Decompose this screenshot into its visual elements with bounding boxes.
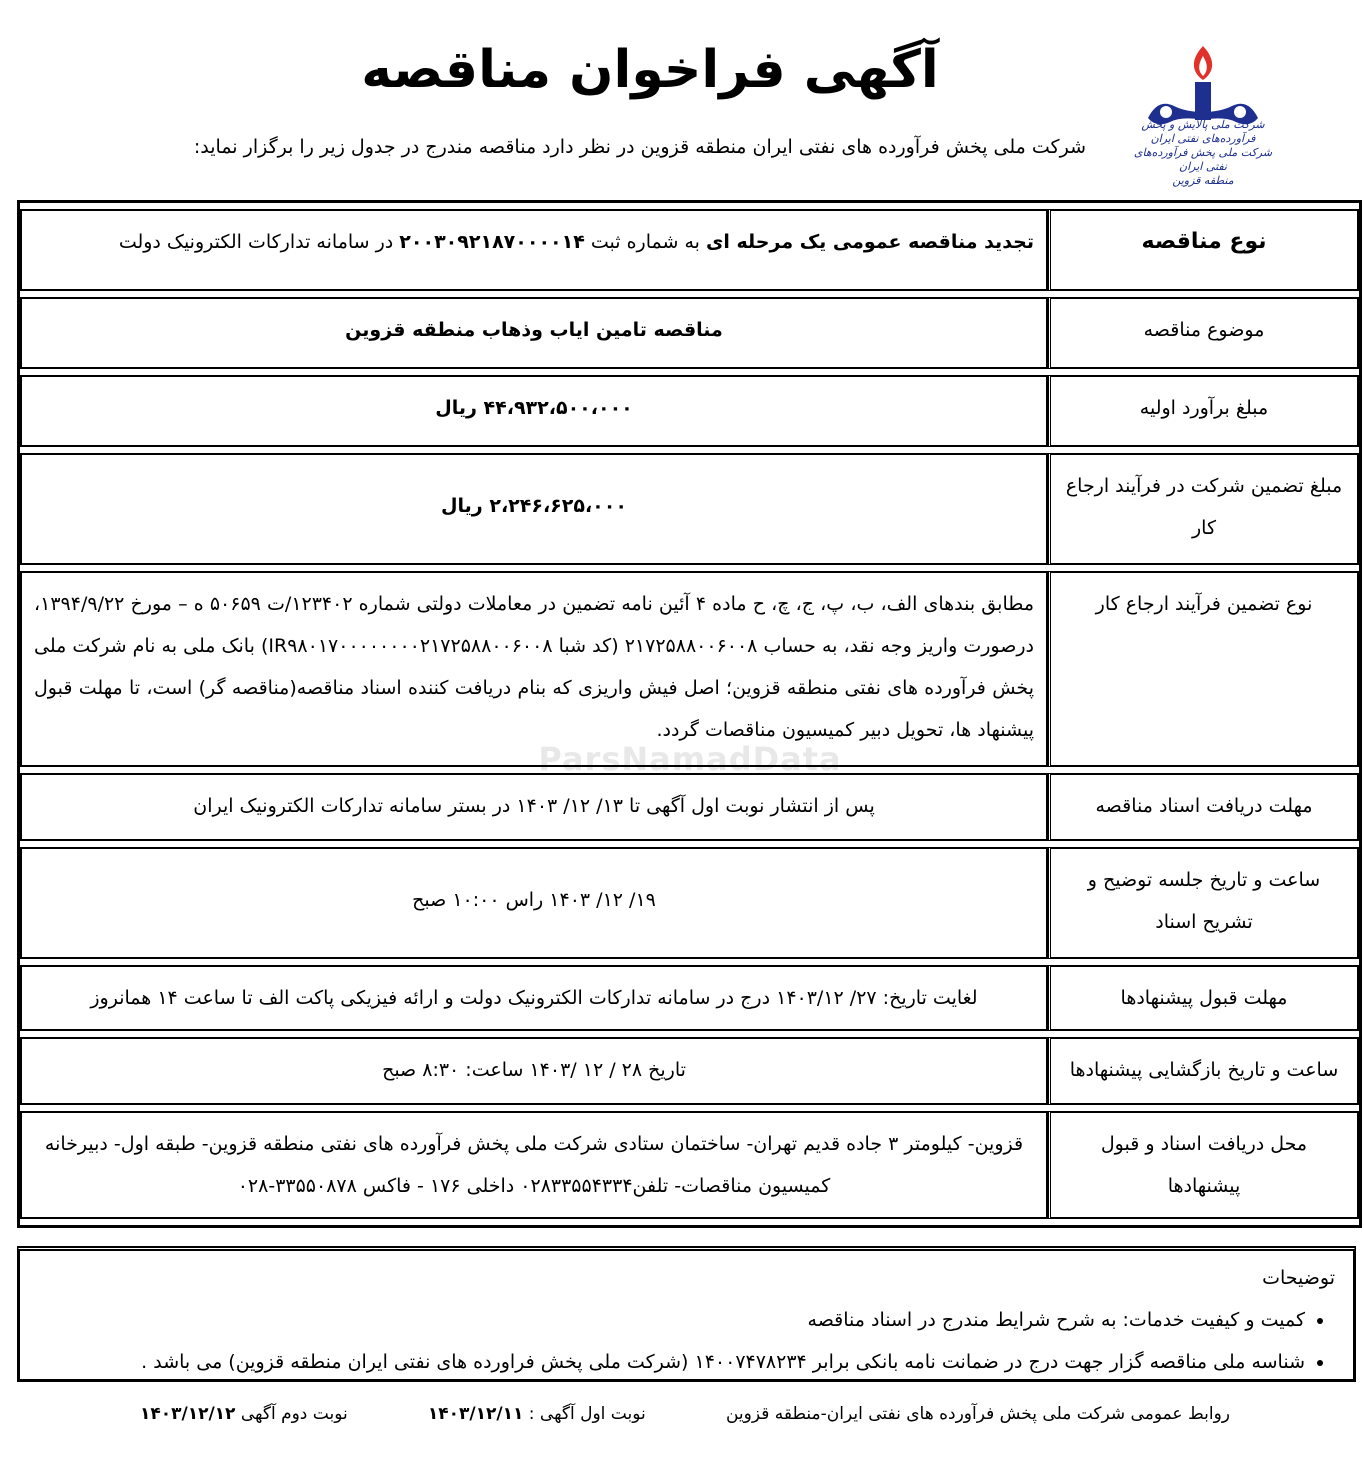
document-deadline: پس از انتشار نوبت اول آگهی تا ۱۳/ ۱۲/ ۱۴۰۳ در بستر سامانه تدارکات الکترونیک ایران [20,773,1048,841]
table-row [20,847,1359,959]
first-publication-date: ۱۴۰۳/۱۲/۱۱ [427,1404,524,1424]
notes-list [38,1299,1335,1383]
bid-opening: تاریخ ۲۸ / ۱۲ /۱۴۰۳ ساعت: ۸:۳۰ صبح [20,1037,1048,1105]
page-title: آگهی فراخوان مناقصه [361,40,939,100]
header [0,0,1364,200]
guarantee-type-text: مطابق بندهای الف، ب، پ، ج، چ، ح ماده ۴ آئین نامه تضمین در معاملات دولتی شماره ۱۲۳۴۰۲/ت ۵۰۶۵۹ ه – مورخ ۱۳۹۴/۹/۲۲، درصورت واریز وجه نقد، به حساب ۲۱۷۲۵۸۸۰۰۶۰۰۸ (کد شبا IR۹۸۰۱۷۰۰۰۰۰۰۰۰۲۱۷۲۵۸۸۰۰۶۰۰۸) بانک ملی به نام شرکت ملی پخش فرآورده های نفتی منطقه قزوین؛ اصل فیش واریزی که بنام دریافت کننده اسناد مناقصه(مناقصه گر) است، تا مهلت قبول پیشنهاد ها، تحویل دبیر کمیسیون مناقصات گردد. [20,571,1048,767]
row-label: محل دریافت اسناد و قبول پیشنهادها [1048,1111,1359,1219]
logo-caption-line-1: شرکت ملی پالایش و پخش فرآورده‌های نفتی ایران [1141,118,1265,145]
guarantee-amount: ۲،۲۴۶،۶۲۵،۰۰۰ ریال [20,453,1048,565]
row-label: نوع تضمین فرآیند ارجاع کار [1048,571,1359,767]
logo-caption-line-3: منطقه قزوین [1172,174,1234,187]
first-publication-label: نوبت اول آگهی : [523,1404,646,1424]
row-label: نوع مناقصه [1048,209,1359,291]
row-label: مبلغ برآورد اولیه [1048,375,1359,447]
table-row [20,209,1359,291]
tender-type-mid: به شماره ثبت [584,231,706,253]
tender-subject: مناقصه تامین ایاب وذهاب منطقه قزوین [20,297,1048,369]
row-label: ساعت و تاریخ بازگشایی پیشنهادها [1048,1037,1359,1105]
list-item: • کمیت و کیفیت خدمات: به شرح شرایط مندرج در اسناد مناقصه [38,1299,1305,1341]
row-label: مهلت دریافت اسناد مناقصه [1048,773,1359,841]
footer [140,1404,1230,1424]
table-row [20,297,1359,369]
notes-box [17,1246,1356,1382]
table-row [20,375,1359,447]
row-label: مهلت قبول پیشنهادها [1048,965,1359,1031]
watermark: ParsNamadData [538,740,842,778]
submission-location: قزوین- کیلومتر ۳ جاده قدیم تهران- ساختمان ستادی شرکت ملی پخش فرآورده های نفتی منطقه قزوین- طبقه اول- دبیرخانه کمیسیون مناقصات- تلفن۰۲۸۳۳۵۵۴۳۳۴ داخلی ۱۷۶ - فاکس ۳۳۵۵۰۸۷۸-۰۲۸ [20,1111,1048,1219]
tender-type-bold: تجدید مناقصه عمومی یک مرحله ای [705,231,1034,253]
intro-text: شرکت ملی پخش فرآورده های نفتی ایران منطقه قزوین در نظر دارد مناقصه مندرج در جدول زیر را برگزار نماید: [193,136,1086,158]
logo-caption-line-2: شرکت ملی پخش فرآورده‌های نفتی ایران [1133,146,1273,173]
table-row [20,965,1359,1031]
briefing-session: ۱۹/ ۱۲/ ۱۴۰۳ راس ۱۰:۰۰ صبح [20,847,1048,959]
row-value [20,209,1048,291]
second-publication [140,1404,348,1424]
table-row [20,773,1359,841]
tender-table [17,200,1362,1228]
second-publication-label: نوبت دوم آگهی [235,1404,348,1424]
logo-caption [1128,118,1278,188]
row-label: موضوع مناقصه [1048,297,1359,369]
table-row [20,453,1359,565]
second-publication-date: ۱۴۰۳/۱۲/۱۲ [140,1404,236,1424]
registration-number: ۲۰۰۳۰۹۲۱۸۷۰۰۰۰۱۴ [399,231,585,253]
tender-type-tail: در سامانه تدارکات الکترونیک دولت [118,231,400,253]
table-row [20,571,1359,767]
list-item: • شناسه ملی مناقصه گزار جهت درج در ضمانت نامه بانکی برابر ۱۴۰۰۷۴۷۸۲۳۴ (شرکت ملی پخش فراورده های نفتی ایران منطقه قزوین) می باشد . [38,1341,1305,1383]
bid-deadline: لغایت تاریخ: ۲۷/ ۱۴۰۳/۱۲ درج در سامانه تدارکات الکترونیک دولت و ارائه فیزیکی پاکت الف تا ساعت ۱۴ همانروز [20,965,1048,1031]
first-publication [428,1404,646,1424]
estimated-amount: ۴۴،۹۳۲،۵۰۰،۰۰۰ ریال [20,375,1048,447]
row-label: ساعت و تاریخ جلسه توضیح و تشریح اسناد [1048,847,1359,959]
footer-org: روابط عمومی شرکت ملی پخش فرآورده های نفتی ایران-منطقه قزوین [725,1404,1230,1424]
row-label: مبلغ تضمین شرکت در فرآیند ارجاع کار [1048,453,1359,565]
table-row [20,1111,1359,1219]
table-row [20,1037,1359,1105]
notes-title: توضیحات [1262,1267,1335,1289]
